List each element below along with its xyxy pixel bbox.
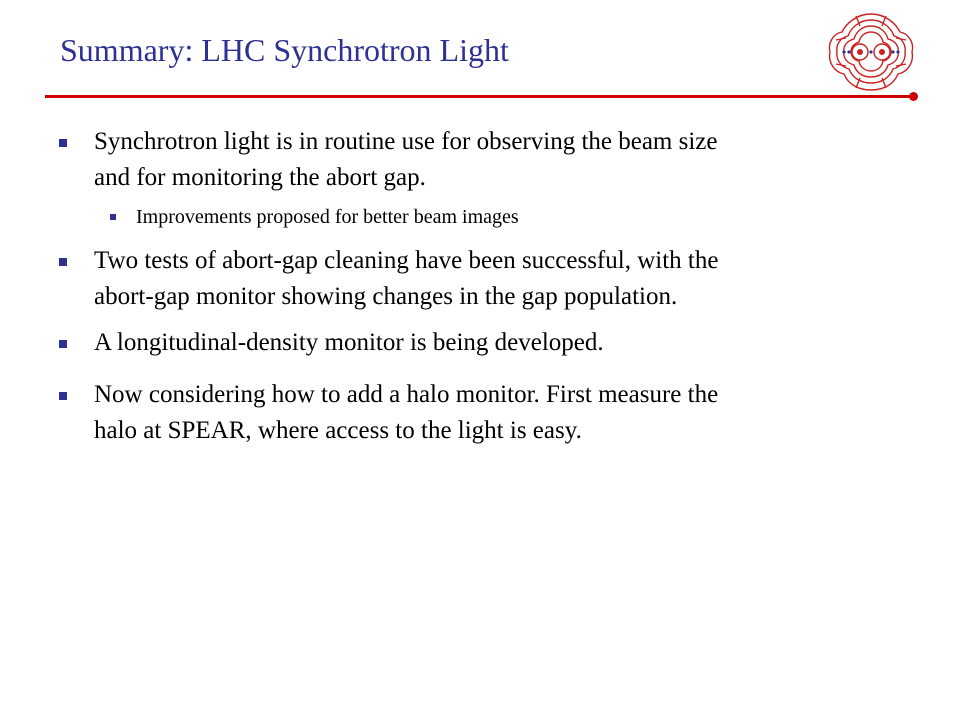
square-bullet-icon	[59, 139, 67, 147]
bullet-2-line-1: Two tests of abort-gap cleaning have been successful, with the	[94, 247, 719, 274]
square-bullet-icon	[59, 258, 67, 266]
sub-bullet-1: Improvements proposed for better beam images	[136, 206, 519, 228]
bullet-2-line-2: abort-gap monitor showing changes in the gap population.	[94, 283, 678, 310]
bullet-4-line-1: Now considering how to add a halo monitor. First measure the	[94, 381, 719, 408]
square-bullet-icon	[59, 340, 67, 348]
bullet-1-line-1: Synchrotron light is in routine use for observing the beam size	[94, 128, 718, 155]
bullet-1-line-2: and for monitoring the abort gap.	[94, 164, 426, 191]
square-bullet-icon	[110, 214, 116, 220]
square-bullet-icon	[59, 392, 67, 400]
bullet-3-line-1: A longitudinal-density monitor is being developed.	[94, 329, 604, 356]
bullet-4-line-2: halo at SPEAR, where access to the light is easy.	[94, 417, 582, 444]
slide-title: Summary: LHC Synchrotron Light	[60, 32, 509, 68]
